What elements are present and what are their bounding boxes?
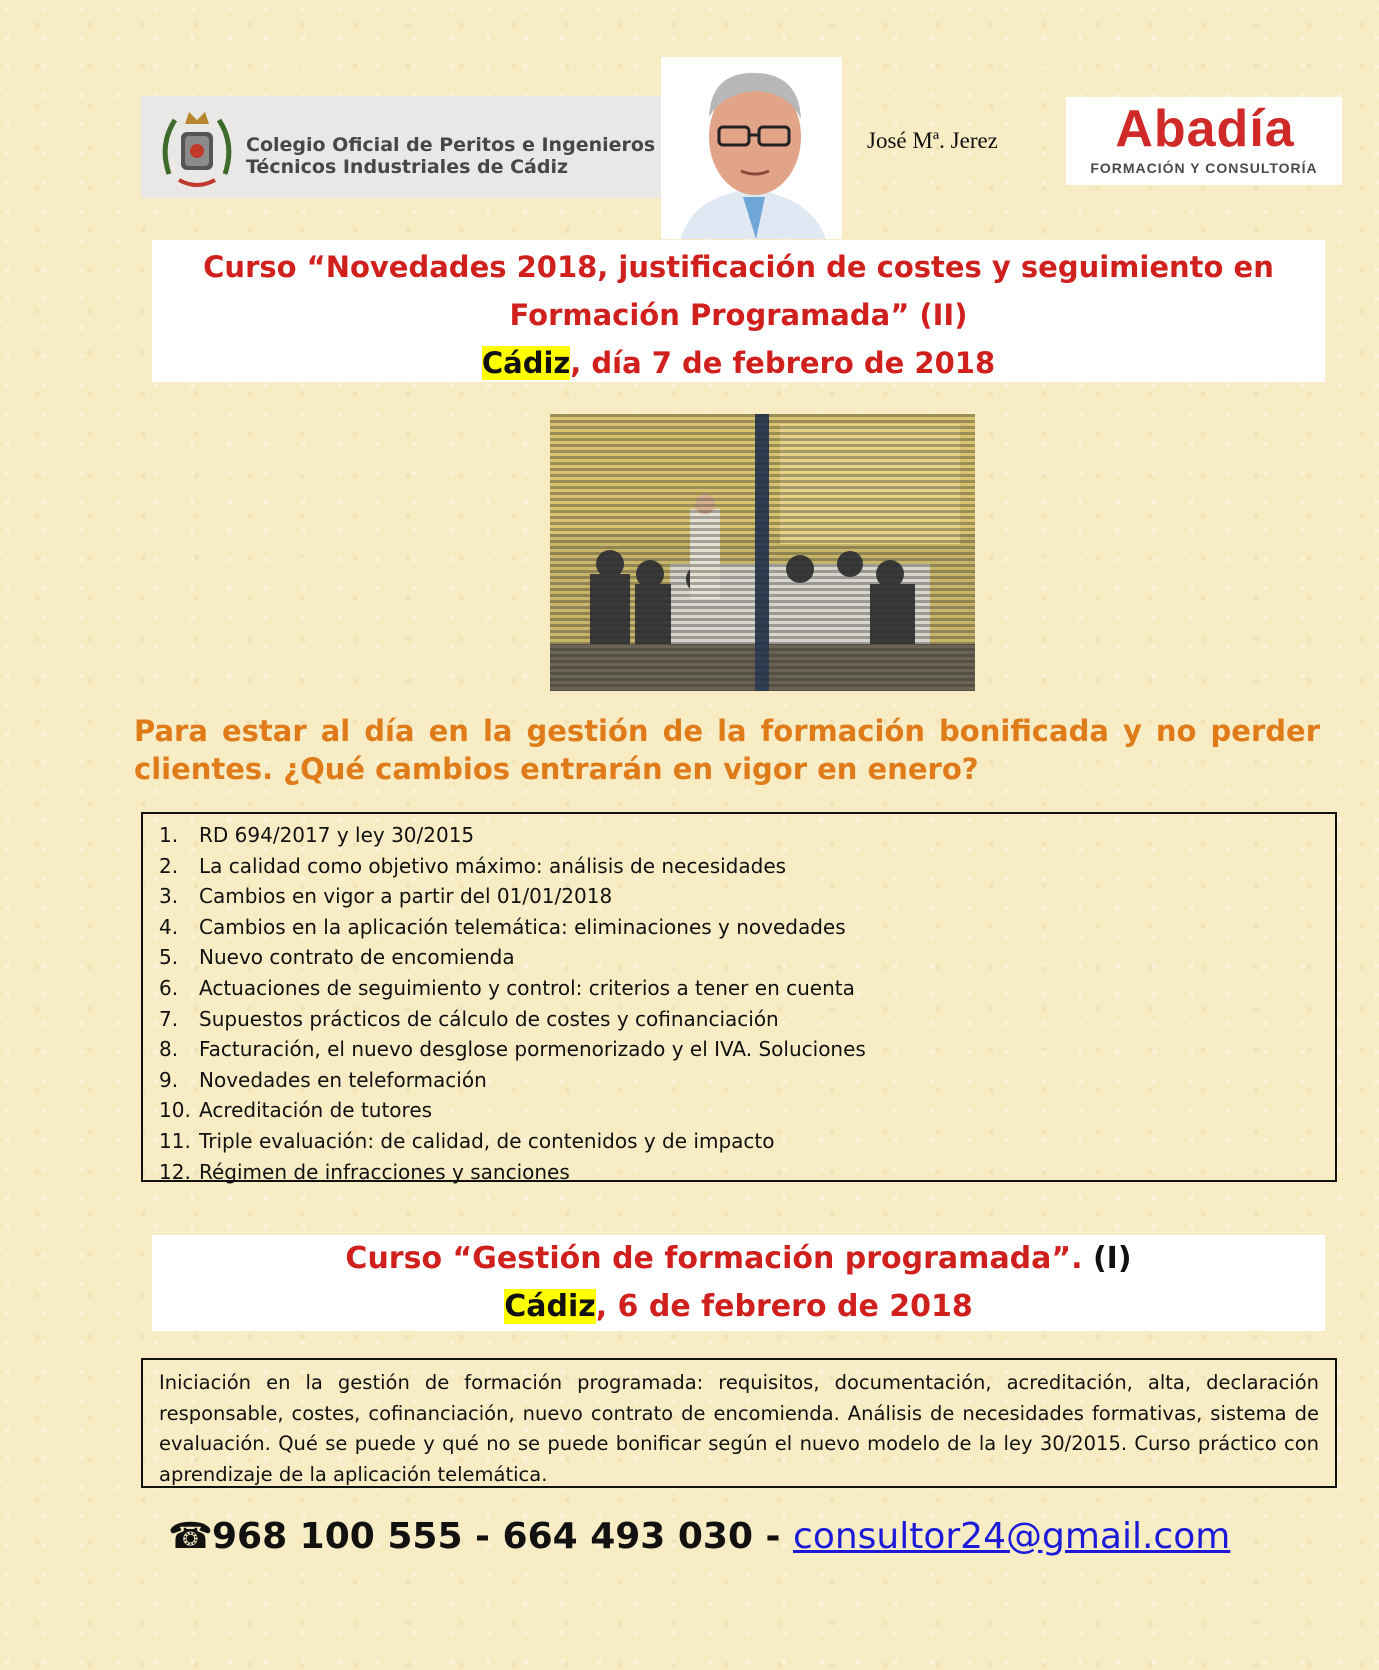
list-item: 1. RD 694/2017 y ley 30/2015 [159,823,475,847]
list-item: 2. La calidad como objetivo máximo: análisis de necesidades [159,853,787,878]
course1-date: , día 7 de febrero de 2018 [570,346,996,380]
course2-date: , 6 de febrero de 2018 [595,1289,973,1324]
classroom-photo [550,414,975,691]
speaker-name: José Mª. Jerez [867,128,998,153]
course1-title-line1: Curso “Novedades 2018, justificación de costes y seguimiento en [203,250,1274,284]
course2-title: Curso “Gestión de formación programada”. [345,1241,1083,1276]
topics-list-box [141,812,1337,1182]
course2-date-line [152,1283,1325,1331]
list-item: 7. Supuestos prácticos de cálculo de costes y cofinanciación [159,1006,779,1031]
colegio-name-line1: Colegio Oficial de Peritos e Ingenieros [246,134,656,156]
course2-title-box [152,1235,1325,1331]
course2-description: Iniciación en la gestión de formación programada: requisitos, documentación, acreditación, alta, declaración responsable, costes, cofinanciación, nuevo contrato de encomienda. Análisis de necesidades formativas, sistema de evaluación. Qué se puede y qué no se puede bonificar según el nuevo modelo de la ley 30/2015. Curso práctico con aprendizaje de la aplicación telemática. [141,1358,1337,1488]
contact-line [168,1516,1230,1557]
list-item: 9. Novedades en teleformación [159,1067,487,1092]
headline: Para estar al día en la gestión de la formación bonificada y no perder clientes. ¿Qué cambios entrarán en vigor en enero? [134,714,1320,786]
colegio-name [246,134,655,178]
list-item: 12. Régimen de infracciones y sanciones [159,1159,570,1184]
list-item: 10. Acreditación de tutores [159,1098,433,1123]
course1-title-line2: Formación Programada” (II) [509,298,968,332]
course1-date-line [152,339,1325,387]
list-item: 5. Nuevo contrato de encomienda [159,945,515,970]
crest-icon [155,104,239,192]
list-item: 8. Facturación, el nuevo desglose pormenorizado y el IVA. Soluciones [159,1037,866,1062]
list-item: 6. Actuaciones de seguimiento y control: criterios a tener en cuenta [159,975,855,1000]
speaker-photo [661,57,842,239]
contact-phones: 968 100 555 - 664 493 030 - [212,1516,794,1557]
colegio-name-line2: Técnicos Industriales de Cádiz [246,156,569,178]
list-item: 3. Cambios en vigor a partir del 01/01/2018 [159,884,613,909]
list-item: 4. Cambios en la aplicación telemática: eliminaciones y novedades [159,914,846,939]
course2-city: Cádiz [504,1289,596,1324]
telephone-icon: ☎ [168,1516,213,1557]
course2-title-line [152,1235,1325,1283]
abadia-subtitle: FORMACIÓN Y CONSULTORÍA [1090,160,1318,176]
course1-title-box [152,240,1325,382]
abadia-logo [1066,97,1342,185]
list-item: 11. Triple evaluación: de calidad, de contenidos y de impacto [159,1128,775,1153]
abadia-title: Abadía [1115,100,1295,158]
topics-list [143,814,1335,1187]
colegio-logo-banner [141,96,661,198]
course2-suffix: (I) [1082,1241,1132,1276]
course1-city: Cádiz [481,346,571,380]
contact-email-link[interactable]: consultor24@gmail.com [793,1516,1231,1557]
